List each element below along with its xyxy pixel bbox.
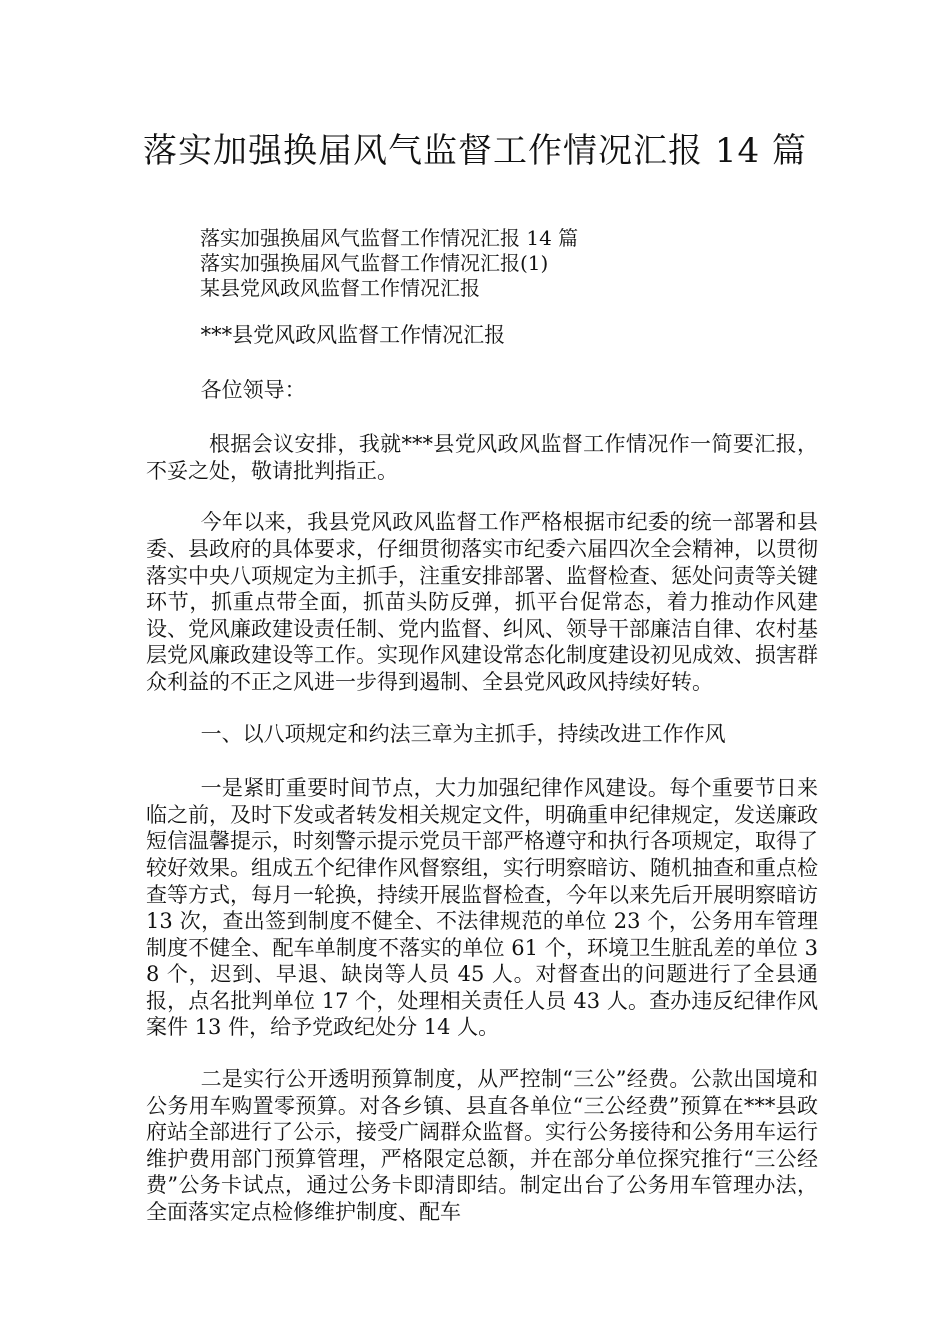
header-line-report-title: 某县党风政风监督工作情况汇报 <box>200 276 480 300</box>
header-line-part-title: 落实加强换届风气监督工作情况汇报(1) <box>200 251 549 275</box>
paragraph-point-1: 一是紧盯重要时间节点，大力加强纪律作风建设。每个重要节日来临之前，及时下发或者转发相关规定文件，明确重申纪律规定，发送廉政短信温馨提示，时刻警示提示党员干部严格遵守和执行各项规定，取得了较好效果。组成五个纪律作风督察组，实行明察暗访、随机抽查和重点检查等方式，每月一轮换，持续开展监督检查，今年以来先后开展明察暗访 13 次，查出签到制度不健全、不法律规范的单位 23 个，公务用车管理制度不健全、配车单制度不落实的单位 61 个，环境卫生脏乱差的单位 38 个，迟到、早退、缺岗等人员 45 人。对督查出的问题进行了全县通报，点名批判单位 17 个，处理相关责任人员 43 人。查办违反纪律作风案件 13 件，给予党政纪处分 14 人。 <box>146 776 818 1040</box>
header-line-collection-title: 落实加强换届风气监督工作情况汇报 14 篇 <box>200 226 579 250</box>
document-header-lines <box>200 226 840 301</box>
paragraph-intro: 根据会议安排，我就***县党风政风监督工作情况作一简要汇报，不妥之处，敬请批判指正。 <box>146 432 818 483</box>
paragraph-point-2: 二是实行公开透明预算制度，从严控制“三公”经费。公款出国境和公务用车购置零预算。对各乡镇、县直各单位“三公经费”预算在***县政府站全部进行了公示，接受广阔群众监督。实行公务接待和公务用车运行维护费用部门预算管理，严格限定总额，并在部分单位探究推行“三公经费”公务卡试点，通过公务卡即清即结。制定出台了公务用车管理办法，全面落实定点检修维护制度、配车 <box>146 1067 818 1225</box>
paragraph-overview: 今年以来，我县党风政风监督工作严格根据市纪委的统一部署和县委、县政府的具体要求，仔细贯彻落实市纪委六届四次全会精神，以贯彻落实中央八项规定为主抓手，注重安排部署、监督检查、惩处问责等关键环节，抓重点带全面，抓苗头防反弹，抓平台促常态，着力推动作风建设、党风廉政建设责任制、党内监督、纠风、领导干部廉洁自律、农村基层党风廉政建设等工作。实现作风建设常态化制度建设初见成效、损害群众利益的不正之风进一步得到遏制、全县党风政风持续好转。 <box>146 510 818 694</box>
salutation: 各位领导： <box>200 377 306 402</box>
document-title: 落实加强换届风气监督工作情况汇报 14 篇 <box>143 131 807 171</box>
report-subtitle: ***县党风政风监督工作情况汇报 <box>200 323 506 347</box>
document-body <box>146 322 818 1226</box>
section-heading-1: 一、以八项规定和约法三章为主抓手，持续改进工作作风 <box>200 721 726 746</box>
